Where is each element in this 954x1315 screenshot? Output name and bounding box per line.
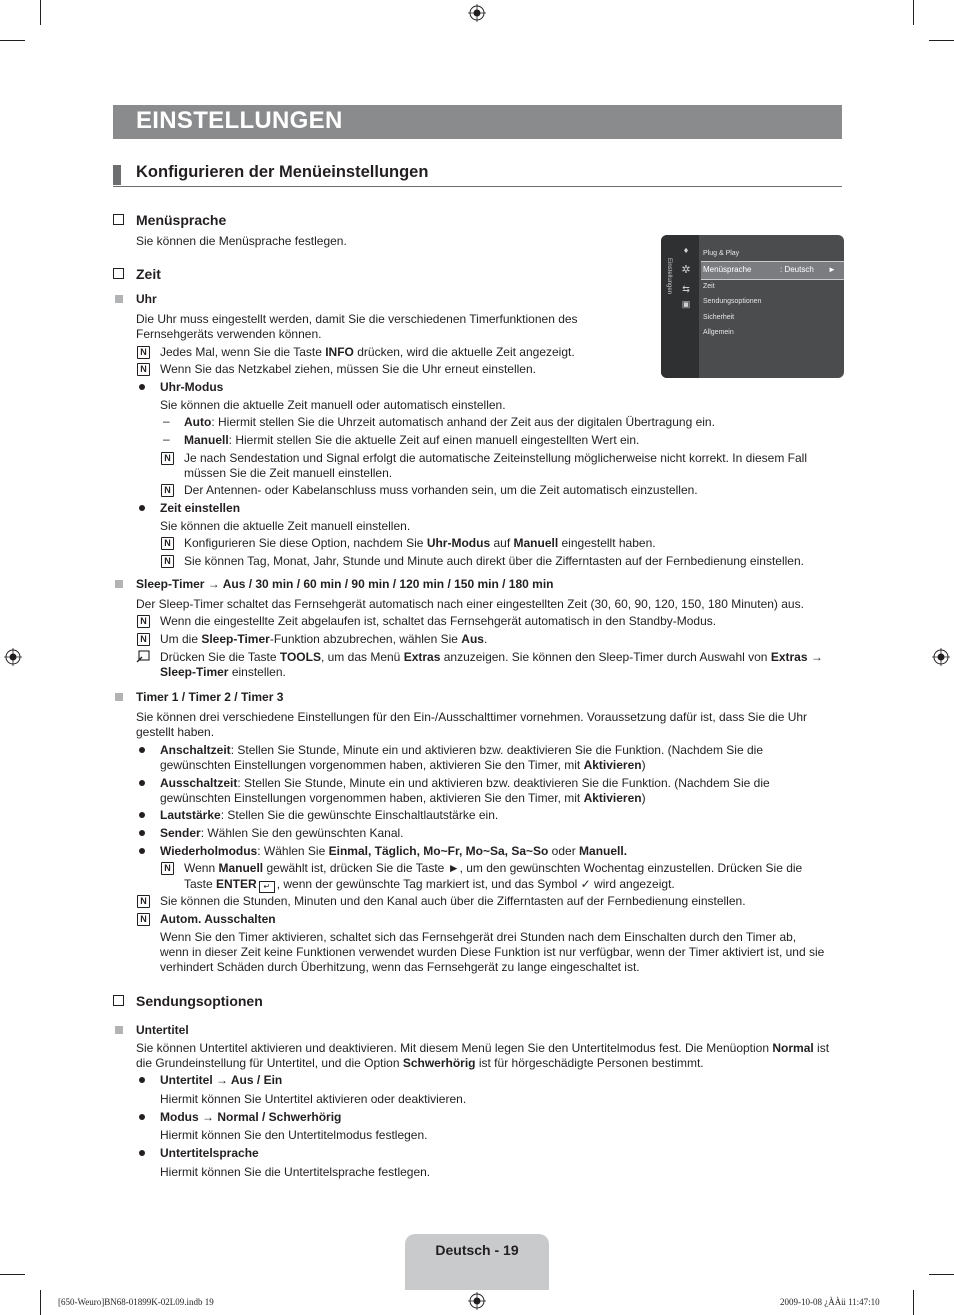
timer-text: Sie können drei verschiedene Einstellungen für den Ein-/Ausschalttimer vornehmen. Voraussetzung dafür ist, dass Sie die Uhr	[136, 710, 808, 724]
crop-mark	[40, 1290, 41, 1315]
bullet-icon	[139, 830, 145, 836]
uhrmodus-note: müssen Sie die Zeit manuell einstellen.	[184, 466, 393, 480]
bullet-icon	[139, 780, 145, 786]
square-bullet-icon	[115, 1026, 123, 1034]
osd-support-icon: ▣	[681, 299, 691, 309]
untertitel-option-text: Hiermit können Sie die Untertitelsprache festlegen.	[160, 1165, 431, 1179]
uhrmodus-option: Manuell: Hiermit stellen Sie die aktuelle Zeit auf einen manuell eingestellten Wert ein.	[184, 433, 640, 447]
crop-mark	[0, 40, 25, 41]
sleep-note: Um die Sleep-Timer-Funktion abzubrechen, wählen Sie Aus.	[160, 632, 488, 646]
bullet-icon	[139, 848, 145, 854]
osd-item: Allgemein	[703, 329, 734, 336]
note-icon: N	[137, 895, 150, 908]
square-bullet-icon	[115, 693, 123, 701]
osd-settings-icon: ✲	[681, 264, 691, 276]
dash-icon: –	[163, 414, 170, 428]
note-icon: N	[137, 346, 150, 359]
untertitel-option-heading: Untertitel → Aus / Ein	[160, 1073, 283, 1087]
zeiteinstellen-note: Konfigurieren Sie diese Option, nachdem Sie Uhr-Modus auf Manuell eingestellt haben.	[184, 536, 656, 550]
uhrmodus-option: Auto: Hiermit stellen Sie die Uhrzeit automatisch anhand der Zeit aus der digitalen Übertragung ein.	[184, 415, 715, 429]
bullet-icon	[139, 747, 145, 753]
sendung-heading: Sendungsoptionen	[136, 993, 263, 1009]
sleep-tools-note: Drücken Sie die Taste TOOLS, um das Menü Extras anzuzeigen. Sie können den Sleep-Timer durch Auswahl von Extras →	[160, 650, 823, 664]
sleep-tools-note: Sleep-Timer einstellen.	[160, 665, 286, 679]
uhrmodus-note: Der Antennen- oder Kabelanschluss muss vorhanden sein, um die Zeit automatisch einzustellen.	[184, 483, 698, 497]
crop-mark	[929, 1274, 954, 1275]
crop-mark	[913, 0, 914, 25]
zeiteinstellen-text: Sie können die aktuelle Zeit manuell einstellen.	[160, 519, 411, 533]
note-icon: N	[161, 452, 174, 465]
section-marker	[113, 165, 121, 185]
timer-note: Taste ENTER ↵ , wenn der gewünschte Tag markiert ist, und das Symbol ✓ wird angezeigt.	[184, 877, 675, 891]
untertitel-heading: Untertitel	[136, 1023, 189, 1037]
timer-item: Anschaltzeit: Stellen Sie Stunde, Minute ein und aktivieren bzw. deaktivieren Sie die Funktion. (Nachdem Sie die	[160, 743, 763, 757]
registration-mark-icon	[468, 1292, 486, 1310]
registration-mark-icon	[4, 648, 22, 666]
bullet-icon	[139, 812, 145, 818]
osd-item: Zeit	[703, 283, 715, 290]
sleep-note: Wenn die eingestellte Zeit abgelaufen ist, schaltet das Fernsehgerät automatisch in den Standby-Modus.	[160, 614, 717, 628]
untertitel-option-heading: Modus → Normal / Schwerhörig	[160, 1110, 342, 1124]
timer-item: Ausschaltzeit: Stellen Sie Stunde, Minute ein und aktivieren bzw. deaktivieren Sie die Funktion. (Nachdem Sie die	[160, 776, 770, 790]
note-icon: N	[161, 484, 174, 497]
checkbox-bullet-icon	[113, 995, 124, 1006]
section-rule	[113, 186, 842, 187]
checkbox-bullet-icon	[113, 214, 124, 225]
osd-item-selected: Menüsprache	[703, 265, 752, 274]
uhr-note: Wenn Sie das Netzkabel ziehen, müssen Sie die Uhr erneut einstellen.	[160, 362, 536, 376]
page-title-banner	[113, 105, 842, 139]
timer-note: Wenn Manuell gewählt ist, drücken Sie die Taste ►, um den gewünschten Wochentag einzustellen. Drücken Sie die	[184, 861, 803, 875]
osd-sidebar	[661, 235, 699, 378]
note-icon: N	[137, 615, 150, 628]
note-icon: N	[161, 555, 174, 568]
enter-icon: ↵	[259, 881, 275, 893]
bullet-icon	[139, 1150, 145, 1156]
autom-ausschalten-text: verhindert Schäden durch Überhitzung, wenn das Fernsehgerät zu lange eingeschaltet ist.	[160, 960, 640, 974]
osd-picture-icon: ♦	[683, 245, 689, 255]
page-title: EINSTELLUNGEN	[136, 107, 343, 134]
print-slug-right: 2009-10-08 ¿ÀÀü 11:47:10	[780, 1297, 880, 1307]
sleep-text: Der Sleep-Timer schaltet das Fernsehgerät automatisch nach einer eingestellten Zeit (30, 60, 90, 120, 150, 180 Minuten) aus.	[136, 597, 804, 611]
uhr-text: Fernsehgeräts verwenden können.	[136, 327, 322, 341]
autom-ausschalten-text: wenn in dieser Zeit keine Funktionen verwendet wurden Diese Funktion ist nur verfügbar, wenn der Timer aktiviert ist, und sie	[160, 945, 825, 959]
timer-item: Lautstärke: Stellen Sie die gewünschte Einschaltlautstärke ein.	[160, 808, 499, 822]
timer-item: Wiederholmodus: Wählen Sie Einmal, Täglich, Mo~Fr, Mo~Sa, Sa~So oder Manuell.	[160, 844, 628, 858]
note-icon: N	[137, 913, 150, 926]
square-bullet-icon	[115, 295, 123, 303]
untertitel-option-heading: Untertitelsprache	[160, 1146, 259, 1160]
uhrmodus-note: Je nach Sendestation und Signal erfolgt die automatische Zeiteinstellung möglicherweise nicht korrekt. In diesem Fall	[184, 451, 808, 465]
autom-ausschalten-text: Wenn Sie den Timer aktivieren, schaltet sich das Fernsehgerät drei Stunden nach dem Einschalten durch den Timer ab,	[160, 930, 797, 944]
osd-menu-screenshot	[661, 235, 844, 378]
osd-arrow-icon: ►	[828, 265, 836, 274]
print-slug-left: [650-Weuro]BN68-01899K-02L09.indb 19	[58, 1297, 214, 1307]
uhr-note: Jedes Mal, wenn Sie die Taste INFO drücken, wird die aktuelle Zeit angezeigt.	[160, 345, 575, 359]
registration-mark-icon	[468, 4, 486, 22]
untertitel-option-text: Hiermit können Sie den Untertitelmodus festlegen.	[160, 1128, 428, 1142]
osd-input-icon: ⇆	[682, 284, 690, 294]
untertitel-text: die Grundeinstellung für Untertitel, und die Option Schwerhörig ist für hörgeschädigte Personen bestimmt.	[136, 1056, 704, 1070]
crop-mark	[913, 1290, 914, 1315]
timer-item: gewünschten Einstellungen vorgenommen haben, aktivieren Sie den Timer, mit Aktivieren)	[160, 758, 646, 772]
timer-item: gewünschten Einstellungen vorgenommen haben, aktivieren Sie den Timer, mit Aktivieren)	[160, 791, 646, 805]
untertitel-option-text: Hiermit können Sie Untertitel aktivieren oder deaktivieren.	[160, 1092, 467, 1106]
sleep-heading: Sleep-Timer → Aus / 30 min / 60 min / 90 min / 120 min / 150 min / 180 min	[136, 577, 554, 591]
zeiteinstellen-note: Sie können Tag, Monat, Jahr, Stunde und Minute auch direkt über die Zifferntasten auf der Fernbedienung einstellen.	[184, 554, 804, 568]
osd-item: Sicherheit	[703, 314, 735, 321]
page-number: Deutsch - 19	[435, 1242, 519, 1258]
untertitel-text: Sie können Untertitel aktivieren und deaktivieren. Mit diesem Menü legen Sie den Untertitelmodus fest. Die Menüoption Normal ist	[136, 1041, 830, 1055]
timer-note: Sie können die Stunden, Minuten und den Kanal auch über die Zifferntasten auf der Fernbedienung einstellen.	[160, 894, 746, 908]
timer-item: Sender: Wählen Sie den gewünschten Kanal.	[160, 826, 404, 840]
osd-selected-value: : Deutsch	[780, 265, 814, 274]
page-number-tab	[405, 1234, 549, 1290]
autom-ausschalten-heading: Autom. Ausschalten	[160, 912, 276, 926]
osd-vertical-label: Einstellungen	[666, 258, 672, 295]
tools-icon	[136, 650, 150, 663]
bullet-icon	[139, 384, 145, 390]
dash-icon: –	[163, 432, 170, 446]
note-icon: N	[137, 363, 150, 376]
menusprache-text: Sie können die Menüsprache festlegen.	[136, 234, 347, 248]
osd-item: Plug & Play	[703, 250, 740, 257]
uhr-heading: Uhr	[136, 292, 157, 306]
note-icon: N	[137, 633, 150, 646]
zeit-heading: Zeit	[136, 266, 161, 282]
square-bullet-icon	[115, 580, 123, 588]
uhr-text: Die Uhr muss eingestellt werden, damit Sie die verschiedenen Timerfunktionen des	[136, 312, 578, 326]
registration-mark-icon	[932, 648, 950, 666]
crop-mark	[929, 40, 954, 41]
crop-mark	[40, 0, 41, 25]
section-title: Konfigurieren der Menüeinstellungen	[136, 163, 429, 181]
check-icon: ✓	[580, 877, 591, 891]
bullet-icon	[139, 1077, 145, 1083]
note-icon: N	[161, 862, 174, 875]
timer-heading: Timer 1 / Timer 2 / Timer 3	[136, 690, 284, 704]
note-icon: N	[161, 537, 174, 550]
checkbox-bullet-icon	[113, 268, 124, 279]
crop-mark	[0, 1274, 25, 1275]
timer-text: gestellt haben.	[136, 725, 215, 739]
bullet-icon	[139, 505, 145, 511]
bullet-icon	[139, 1114, 145, 1120]
uhrmodus-heading: Uhr-Modus	[160, 380, 224, 394]
menusprache-heading: Menüsprache	[136, 212, 227, 228]
osd-item: Sendungsoptionen	[703, 298, 762, 305]
zeiteinstellen-heading: Zeit einstellen	[160, 501, 241, 515]
uhrmodus-text: Sie können die aktuelle Zeit manuell oder automatisch einstellen.	[160, 398, 506, 412]
